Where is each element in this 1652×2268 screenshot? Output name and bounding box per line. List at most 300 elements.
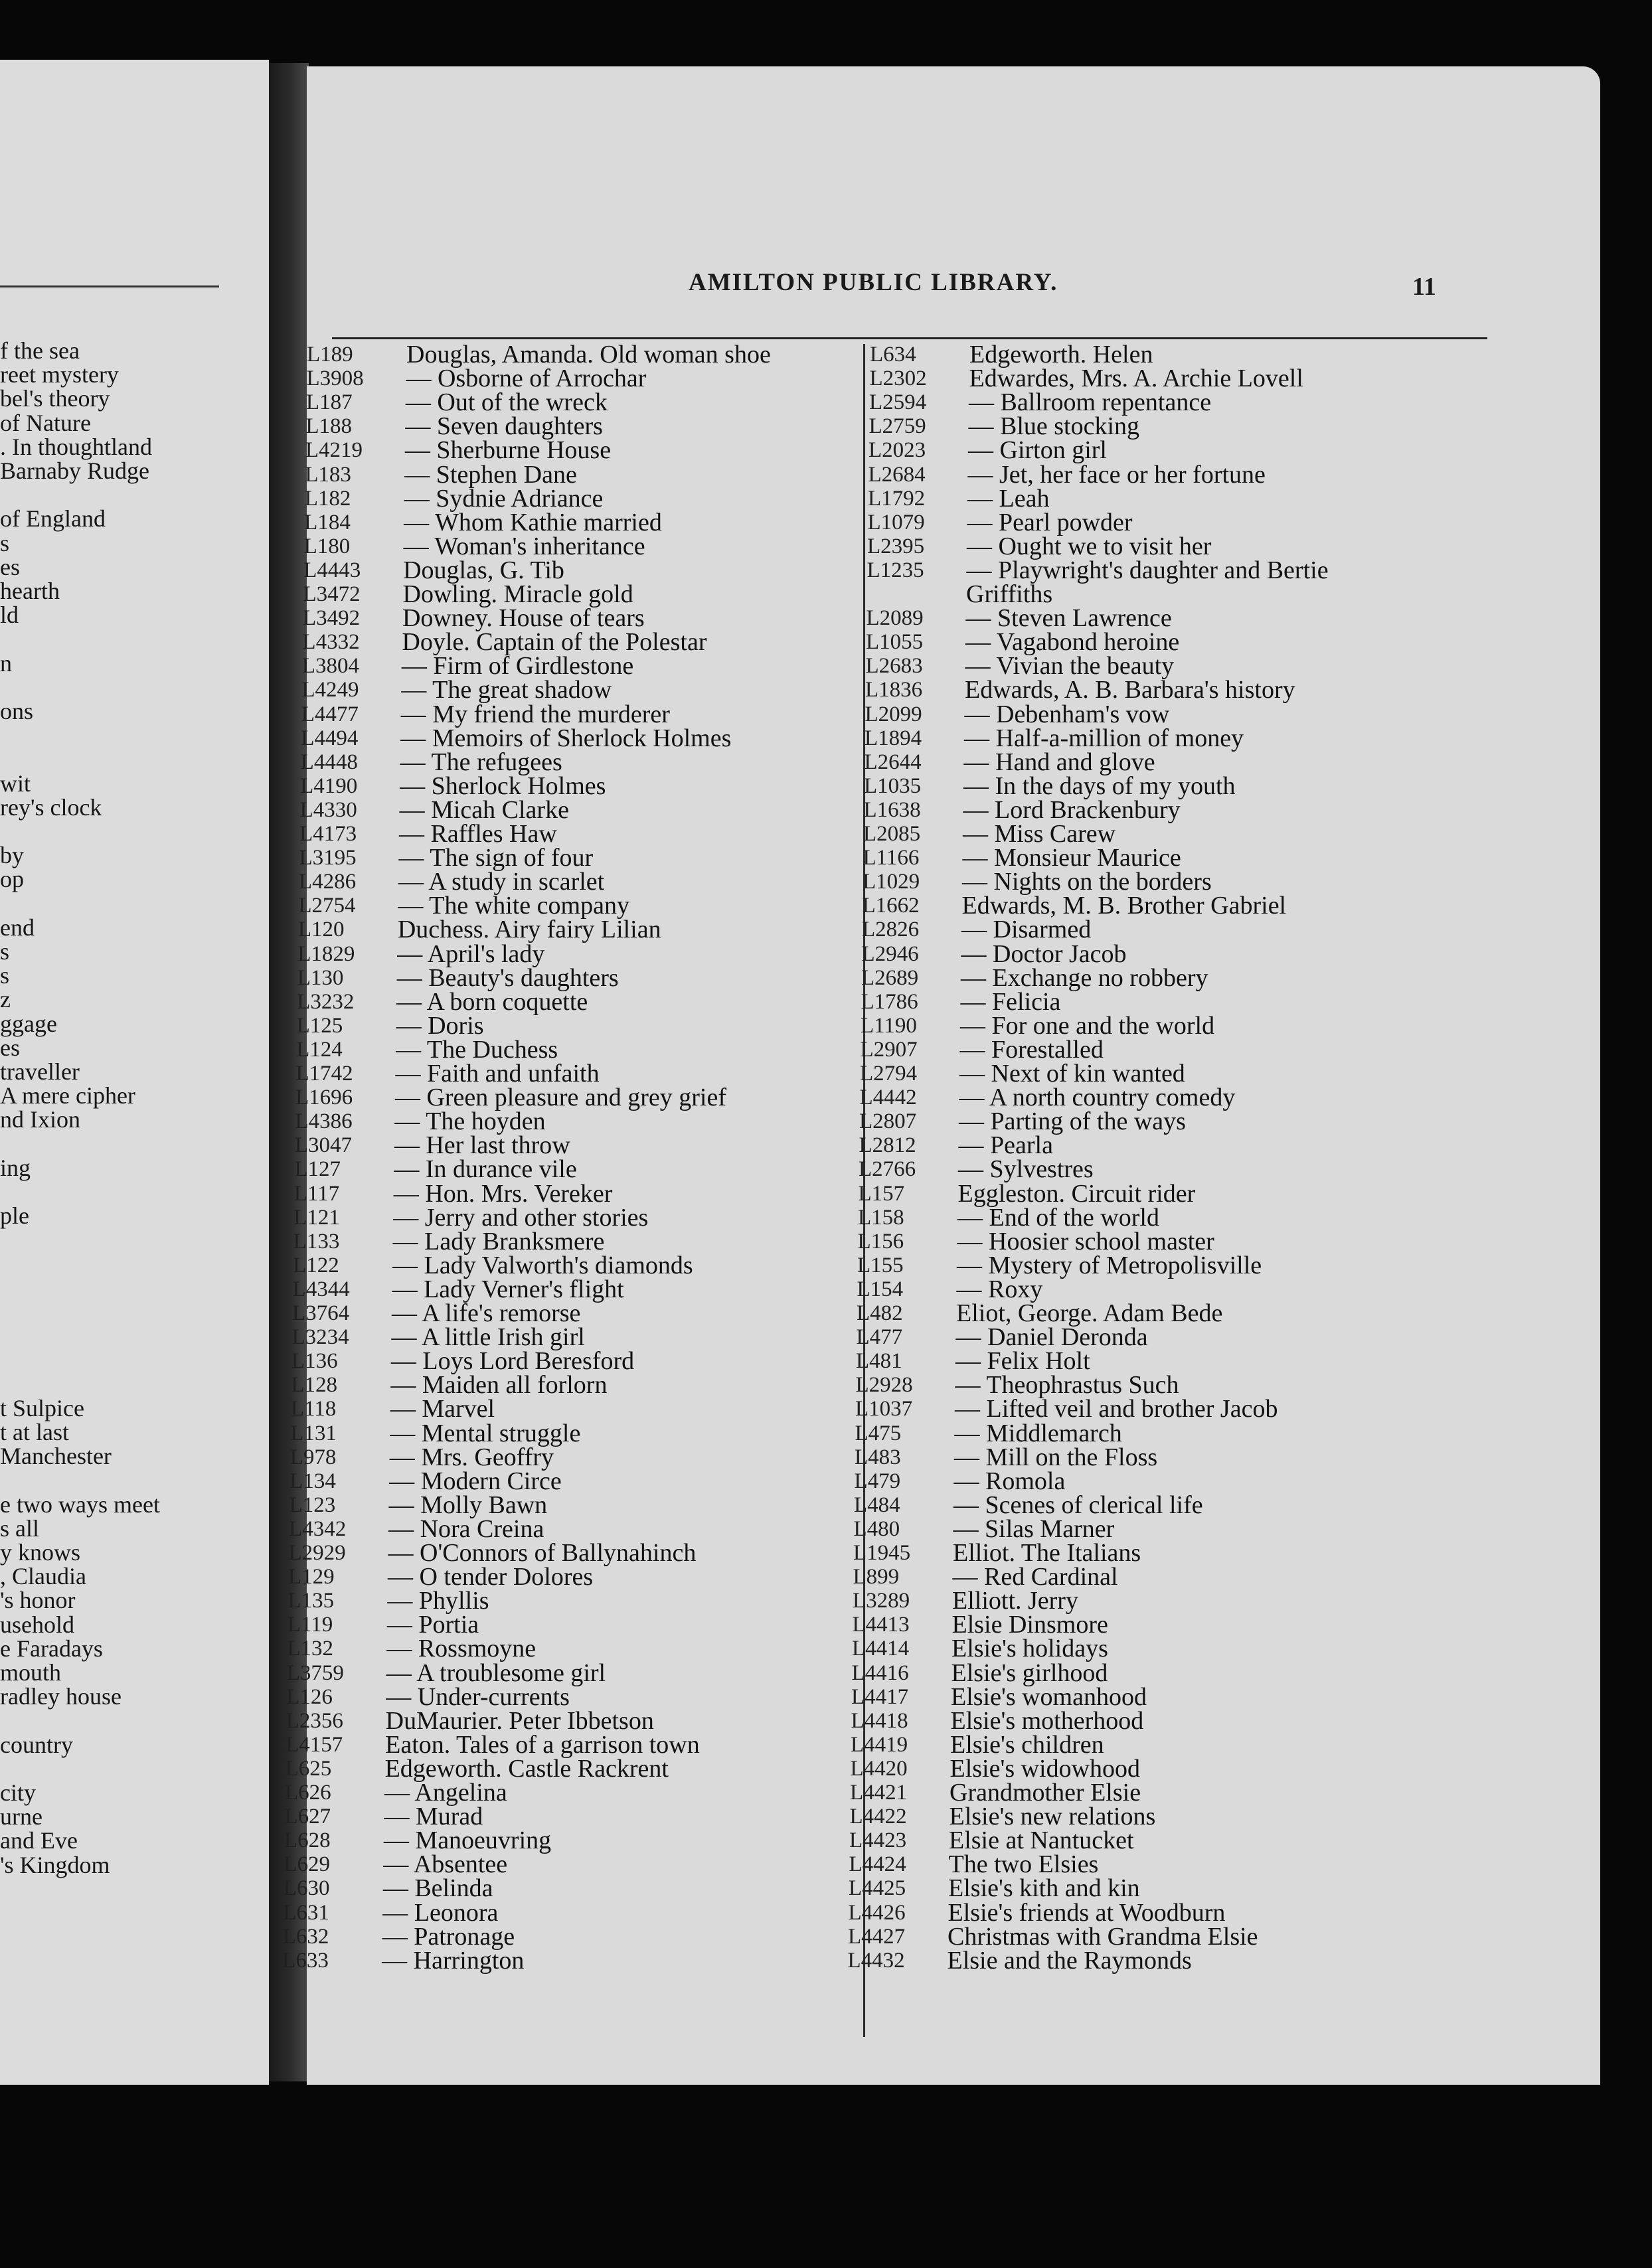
book-title: Elsie's children	[950, 1730, 1104, 1759]
page-header	[307, 266, 1600, 305]
previous-page-line: s	[0, 938, 10, 965]
book-title: — Ballroom repentance	[969, 388, 1212, 417]
call-number: L627	[284, 1805, 331, 1829]
book-title: — Portia	[386, 1611, 479, 1639]
call-number: L126	[286, 1684, 333, 1709]
book-title: — Pearl powder	[967, 508, 1133, 536]
call-number: L4330	[299, 797, 357, 822]
book-title: — Lady Verner's flight	[392, 1275, 624, 1303]
header-rule	[332, 337, 1487, 339]
call-number: L632	[282, 1924, 329, 1949]
previous-page-fragment	[0, 60, 269, 2085]
book-title: — Sherburne House	[404, 436, 612, 465]
call-number: L4422	[849, 1805, 907, 1829]
call-number: L1035	[864, 773, 922, 798]
call-number: L628	[284, 1828, 331, 1853]
book-title: Elliot. The Italians	[953, 1539, 1141, 1567]
call-number: L157	[858, 1181, 905, 1206]
previous-page-line: Barnaby Rudge	[0, 457, 149, 484]
book-title: — A born coquette	[396, 987, 588, 1016]
call-number: L2812	[859, 1133, 916, 1158]
call-number: L4344	[292, 1277, 350, 1301]
call-number: L4419	[851, 1732, 908, 1757]
call-number: L475	[855, 1421, 902, 1445]
previous-page-line: traveller	[0, 1058, 80, 1085]
book-title: Elsie and the Raymonds	[947, 1946, 1192, 1975]
book-title: — Jerry and other stories	[393, 1203, 649, 1232]
call-number: L117	[293, 1181, 340, 1206]
previous-page-line: and Eve	[0, 1827, 78, 1854]
book-title: — The sign of four	[398, 844, 594, 872]
previous-page-line: n	[0, 649, 12, 677]
call-number: L2794	[860, 1062, 918, 1086]
book-title: Elsie's kith and kin	[948, 1874, 1140, 1903]
call-number: L4332	[302, 630, 360, 655]
call-number: L1945	[853, 1541, 911, 1565]
call-number: L4386	[295, 1109, 353, 1134]
book-title: Grandmother Elsie	[950, 1779, 1141, 1807]
book-title: — Jet, her face or her fortune	[967, 460, 1266, 489]
previous-page-line: es	[0, 553, 20, 580]
book-title: — Leah	[967, 484, 1050, 513]
book-title: Douglas, Amanda. Old woman shoe	[406, 341, 771, 368]
book-title: — Parting of the ways	[959, 1107, 1186, 1136]
call-number: L2754	[298, 894, 356, 918]
book-title: — Silas Marner	[953, 1514, 1115, 1543]
call-number: L118	[290, 1397, 337, 1421]
book-title: Duchess. Airy fairy Lilian	[397, 916, 661, 944]
book-title: — Scenes of clerical life	[953, 1491, 1203, 1519]
book-title: — Felicia	[960, 987, 1061, 1016]
book-title: Elsie's motherhood	[950, 1706, 1144, 1735]
call-number: L1742	[295, 1062, 353, 1086]
book-title: — Mental struggle	[390, 1419, 581, 1447]
call-number: L4423	[849, 1828, 907, 1853]
call-number: L189	[307, 343, 353, 366]
book-title: — Red Cardinal	[952, 1563, 1118, 1591]
book-title: — Roxy	[956, 1275, 1043, 1303]
call-number: L4157	[286, 1732, 343, 1757]
call-number: L1696	[295, 1086, 353, 1110]
call-number: L119	[287, 1613, 333, 1637]
book-title: — Beauty's daughters	[396, 963, 619, 992]
book-title: — Nora Creina	[388, 1514, 544, 1543]
call-number: L634	[870, 343, 916, 366]
book-title: — Theophrastus Such	[955, 1371, 1179, 1400]
book-title: — Absentee	[383, 1850, 508, 1879]
book-title: — Sylvestres	[958, 1155, 1094, 1184]
book-title: — Maiden all forlorn	[390, 1371, 608, 1400]
book-title: Eliot, George. Adam Bede	[956, 1299, 1223, 1327]
call-number: L125	[296, 1013, 343, 1038]
call-number: L4426	[848, 1900, 906, 1925]
previous-page-line: f the sea	[0, 337, 80, 364]
call-number: L2023	[868, 438, 926, 463]
book-title: — End of the world	[957, 1203, 1159, 1232]
call-number: L479	[854, 1469, 901, 1493]
call-number: L477	[856, 1325, 903, 1350]
previous-page-line: hearth	[0, 578, 60, 604]
call-number: L2759	[868, 414, 926, 439]
call-number: L4424	[849, 1852, 906, 1877]
previous-page-line: y knows	[0, 1539, 81, 1566]
book-title: — Sydnie Adriance	[404, 484, 604, 513]
book-title: — Faith and unfaith	[395, 1060, 600, 1088]
call-number: L2928	[855, 1373, 913, 1398]
book-title: — Hon. Mrs. Vereker	[393, 1179, 613, 1208]
book-title: — Out of the wreck	[405, 388, 608, 417]
call-number: L2946	[861, 941, 919, 966]
call-number: L2594	[869, 390, 927, 415]
previous-page-line: t Sulpice	[0, 1394, 84, 1421]
book-title: — Steven Lawrence	[965, 604, 1172, 633]
call-number: L3759	[286, 1660, 344, 1685]
call-number: L3195	[299, 846, 357, 870]
previous-page-line: s	[0, 962, 10, 989]
call-number: L630	[283, 1876, 330, 1901]
book-title: — Sherlock Holmes	[400, 771, 606, 800]
book-title: — Micah Clarke	[399, 795, 569, 824]
book-title: — Loys Lord Beresford	[390, 1347, 635, 1376]
call-number: L1166	[863, 846, 920, 870]
previous-page-line: by	[0, 842, 24, 869]
book-title: Edwards, M. B. Brother Gabriel	[961, 892, 1287, 920]
previous-page-line: bel's theory	[0, 385, 110, 412]
call-number: L4427	[848, 1924, 906, 1949]
book-title: — The white company	[398, 892, 629, 920]
call-number: L3289	[853, 1589, 910, 1613]
catalogue-page	[282, 66, 1600, 2085]
running-title: AMILTON PUBLIC LIBRARY.	[689, 269, 1058, 296]
call-number: L1079	[867, 510, 925, 534]
call-number: L2684	[868, 462, 926, 487]
call-number: L4414	[852, 1637, 910, 1661]
book-title: — A study in scarlet	[398, 868, 605, 896]
call-number: L480	[853, 1516, 900, 1541]
previous-page-line: ing	[0, 1154, 31, 1181]
book-title: — Forestalled	[959, 1035, 1104, 1064]
call-number: L4249	[301, 678, 359, 702]
book-title: — Ought we to visit her	[967, 532, 1212, 560]
previous-page-line: country	[0, 1731, 73, 1758]
call-number: L4420	[850, 1756, 908, 1781]
book-title: — Nights on the borders	[962, 868, 1212, 896]
call-number: L183	[305, 462, 351, 487]
call-number: L1029	[863, 870, 920, 894]
book-title: — Girton girl	[968, 436, 1107, 465]
book-title: — Vivian the beauty	[965, 652, 1175, 681]
call-number: L180	[303, 534, 351, 558]
book-title: — A troublesome girl	[386, 1659, 606, 1687]
call-number: L3472	[303, 582, 361, 606]
call-number: L184	[304, 510, 351, 534]
book-title: Christmas with Grandma Elsie	[948, 1922, 1258, 1951]
book-title: — The Duchess	[396, 1035, 558, 1064]
book-title: Elsie's holidays	[951, 1635, 1108, 1663]
call-number: L131	[290, 1421, 337, 1445]
book-title: — Doctor Jacob	[961, 939, 1127, 968]
book-title: — Phyllis	[387, 1587, 489, 1615]
call-number: L120	[297, 918, 345, 942]
book-title: — Raffles Haw	[399, 820, 557, 848]
previous-page-line: s all	[0, 1514, 39, 1542]
book-title: Doyle. Captain of the Polestar	[402, 628, 707, 657]
call-number: L2302	[869, 366, 927, 391]
call-number: L482	[857, 1301, 903, 1325]
call-number: L1055	[866, 630, 924, 655]
previous-page-line: radley house	[0, 1683, 122, 1710]
book-title: — Hoosier school master	[957, 1227, 1214, 1256]
call-number: L481	[856, 1349, 902, 1374]
book-title: — In durance vile	[394, 1155, 577, 1184]
book-title: Downey. House of tears	[402, 604, 645, 633]
call-number: L2826	[862, 918, 920, 942]
book-title: — Next of kin wanted	[959, 1060, 1185, 1088]
call-number: L625	[285, 1756, 332, 1781]
book-title: — Romola	[953, 1467, 1066, 1495]
previous-page-line: z	[0, 986, 11, 1013]
call-number: L136	[291, 1349, 338, 1374]
call-number: L1786	[861, 989, 918, 1014]
call-number: L130	[297, 965, 344, 990]
call-number: L3492	[302, 606, 361, 631]
previous-page-line: A mere cipher	[0, 1082, 135, 1109]
call-number: L123	[289, 1493, 336, 1517]
call-number: L2907	[860, 1037, 918, 1062]
call-number: L4494	[301, 726, 359, 750]
previous-page-line: urne	[0, 1803, 42, 1830]
book-title: — Manoeuvring	[383, 1826, 552, 1855]
book-title: — Modern Circe	[389, 1467, 562, 1495]
call-number: L1662	[862, 894, 920, 918]
call-number: L4418	[851, 1708, 908, 1733]
call-number: L4413	[852, 1613, 910, 1637]
call-number: L4219	[305, 438, 363, 463]
book-title: — The great shadow	[401, 676, 612, 704]
call-number: L631	[283, 1900, 329, 1925]
book-title: Elsie's girlhood	[951, 1659, 1108, 1687]
book-title: — Lady Branksmere	[392, 1227, 605, 1256]
book-title: Elsie Dinsmore	[951, 1611, 1108, 1639]
book-title: — Mill on the Floss	[954, 1443, 1158, 1471]
book-title: Elliott. Jerry	[952, 1587, 1078, 1615]
book-title: The two Elsies	[948, 1850, 1099, 1879]
call-number: L626	[285, 1781, 331, 1805]
previous-page-line: ple	[0, 1202, 29, 1230]
call-number: L2089	[866, 606, 924, 631]
book-title: Douglas, G. Tib	[403, 556, 564, 584]
book-title: — Green pleasure and grey grief	[394, 1084, 726, 1112]
call-number: L1037	[855, 1397, 913, 1421]
previous-page-rule	[0, 285, 219, 287]
previous-page-line: ggage	[0, 1010, 57, 1037]
previous-page-line: 's honor	[0, 1587, 76, 1614]
call-number: L124	[296, 1037, 343, 1062]
book-title: — Half-a-million of money	[964, 724, 1244, 752]
book-title: — Seven daughters	[405, 412, 603, 441]
book-title: — Molly Bawn	[388, 1491, 548, 1519]
page-number: 11	[1412, 273, 1436, 301]
call-number: L2689	[861, 965, 919, 990]
call-number: L134	[289, 1469, 336, 1493]
call-number: L4416	[851, 1660, 909, 1685]
book-title: — My friend the murderer	[400, 700, 670, 728]
previous-page-line: t at last	[0, 1419, 69, 1445]
book-title: — Mrs. Geoffry	[389, 1443, 554, 1471]
call-number: L484	[854, 1493, 900, 1517]
call-number: L4421	[850, 1781, 908, 1805]
previous-page-line: ons	[0, 698, 34, 724]
call-number: L2766	[859, 1157, 916, 1182]
previous-page-line: mouth	[0, 1659, 62, 1686]
call-number: L3764	[292, 1301, 350, 1325]
book-title: — Memoirs of Sherlock Holmes	[400, 724, 732, 752]
call-number: L1894	[865, 726, 922, 750]
book-title: — Blue stocking	[968, 412, 1140, 441]
book-title: — O tender Dolores	[387, 1563, 594, 1591]
call-number: L1792	[868, 486, 926, 511]
book-title: — A north country comedy	[959, 1084, 1236, 1112]
previous-page-line: end	[0, 914, 35, 941]
call-number: L1836	[865, 678, 923, 702]
previous-page-line: 's Kingdom	[0, 1851, 110, 1878]
call-number: L4477	[301, 702, 359, 726]
call-number: L4432	[847, 1948, 905, 1973]
call-number: L2395	[867, 534, 925, 558]
call-number: L1638	[863, 797, 921, 822]
previous-page-line: s	[0, 529, 10, 556]
book-title: Edgeworth. Helen	[969, 341, 1153, 368]
book-title: — A little Irish girl	[391, 1323, 585, 1352]
previous-page-line: of England	[0, 505, 106, 532]
call-number: L154	[857, 1277, 904, 1301]
book-title: — Whom Kathie married	[404, 508, 662, 536]
call-number: L2644	[864, 750, 922, 774]
previous-page-line: rey's clock	[0, 793, 102, 821]
call-number: L158	[858, 1205, 904, 1230]
previous-page-line: city	[0, 1779, 36, 1806]
book-title: — Lady Valworth's diamonds	[392, 1251, 693, 1279]
book-title: Edwards, A. B. Barbara's history	[965, 676, 1295, 704]
book-title: — Mystery of Metropolisville	[957, 1251, 1262, 1279]
call-number: L4190	[300, 773, 358, 798]
call-number: L483	[855, 1445, 901, 1469]
previous-page-line: reet mystery	[0, 361, 119, 388]
call-number: L122	[293, 1253, 339, 1277]
previous-page-line: Manchester	[0, 1443, 112, 1470]
previous-page-line: e two ways meet	[0, 1491, 160, 1518]
call-number: L3908	[306, 366, 364, 391]
call-number: L1190	[861, 1013, 917, 1038]
book-title: Edwardes, Mrs. A. Archie Lovell	[969, 364, 1303, 393]
book-title: — Disarmed	[961, 916, 1092, 944]
book-title: — Debenham's vow	[964, 700, 1170, 728]
previous-page-line: . In thoughtland	[0, 433, 152, 460]
book-title: — Lord Brackenbury	[963, 795, 1181, 824]
book-title: — Belinda	[382, 1874, 493, 1903]
previous-page-line: , Claudia	[0, 1563, 86, 1590]
book-title: — Middlemarch	[954, 1419, 1122, 1447]
book-title: — In the days of my youth	[963, 771, 1236, 800]
previous-page-line: ld	[0, 602, 19, 629]
previous-page-line: nd Ixion	[0, 1106, 80, 1133]
previous-page-line: e Faradays	[0, 1635, 103, 1662]
book-title: Edgeworth. Castle Rackrent	[384, 1754, 669, 1783]
call-number: L2099	[865, 702, 922, 726]
book-title: — Marvel	[390, 1395, 495, 1423]
book-title: Dowling. Miracle gold	[402, 580, 633, 608]
book-title: — Firm of Girdlestone	[401, 652, 634, 681]
book-title: Eaton. Tales of a garrison town	[385, 1730, 700, 1759]
call-number: L4417	[851, 1684, 909, 1709]
previous-page-line: of Nature	[0, 409, 91, 436]
book-title: — April's lady	[397, 939, 545, 968]
book-title: — Her last throw	[394, 1131, 570, 1160]
book-title: — Playwright's daughter and Bertie	[966, 556, 1329, 584]
call-number: L3232	[297, 989, 355, 1014]
book-title: Elsie's new relations	[949, 1803, 1156, 1831]
call-number: L129	[288, 1565, 335, 1589]
book-title: — Leonora	[382, 1898, 499, 1927]
book-title: DuMaurier. Peter Ibbetson	[385, 1706, 654, 1735]
call-number: L3234	[291, 1325, 349, 1350]
book-title: — Doris	[396, 1011, 484, 1040]
call-number: L2085	[863, 822, 921, 846]
book-title: — Patronage	[382, 1922, 515, 1951]
book-title: — Daniel Deronda	[955, 1323, 1148, 1352]
book-title: Elsie's womanhood	[951, 1682, 1147, 1711]
call-number: L128	[291, 1373, 338, 1398]
book-title: — Rossmoyne	[386, 1635, 537, 1663]
book-title: — Harrington	[382, 1946, 525, 1975]
book-title: — The refugees	[400, 748, 562, 776]
call-number: L2683	[865, 654, 923, 679]
book-title: — Angelina	[384, 1779, 507, 1807]
call-number: L187	[305, 390, 353, 415]
call-number: L3047	[294, 1133, 353, 1158]
call-number: L1829	[297, 941, 355, 966]
book-title: Elsie at Nantucket	[949, 1826, 1134, 1855]
book-title: — O'Connors of Ballynahinch	[388, 1539, 697, 1567]
previous-page-line: op	[0, 866, 24, 893]
call-number: L133	[293, 1229, 340, 1254]
book-title: Griffiths	[966, 580, 1053, 608]
book-title: — Monsieur Maurice	[962, 844, 1181, 872]
call-number: L155	[857, 1253, 904, 1277]
call-number: L3804	[301, 654, 360, 679]
call-number: L2356	[286, 1708, 343, 1733]
call-number: L127	[294, 1157, 341, 1182]
call-number: L4448	[300, 750, 358, 774]
call-number: L1235	[867, 558, 924, 582]
call-number: L978	[289, 1445, 337, 1469]
book-title: — Exchange no robbery	[961, 963, 1208, 992]
call-number: L633	[282, 1948, 329, 1973]
book-title: — Pearla	[958, 1131, 1053, 1160]
call-number: L899	[853, 1565, 900, 1589]
book-title: — Hand and glove	[963, 748, 1155, 776]
book-title: — Osborne of Arrochar	[406, 364, 647, 393]
call-number: L4442	[859, 1086, 917, 1110]
call-number: L4425	[849, 1876, 906, 1901]
book-title: Elsie's friends at Woodburn	[948, 1898, 1226, 1927]
call-number: L4173	[299, 822, 357, 846]
book-title: — Felix Holt	[955, 1347, 1090, 1376]
book-title: — Miss Carew	[963, 820, 1116, 848]
call-number: L188	[305, 414, 353, 439]
book-title: — Stephen Dane	[404, 460, 577, 489]
book-title: — Lifted veil and brother Jacob	[955, 1395, 1278, 1423]
